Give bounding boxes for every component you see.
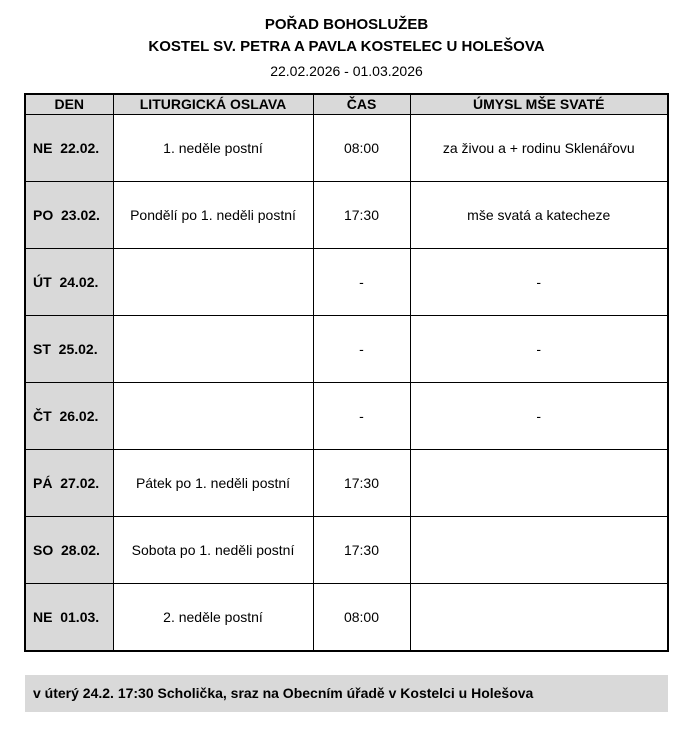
time-cell: 17:30	[313, 517, 410, 584]
intention-cell	[410, 584, 668, 651]
table-row	[25, 383, 668, 450]
intention-cell: -	[410, 316, 668, 383]
time-cell: 08:00	[313, 584, 410, 651]
liturgy-cell: Pondělí po 1. neděli postní	[113, 182, 313, 249]
day-cell: ČT 26.02.	[25, 383, 113, 450]
day-cell: PO 23.02.	[25, 182, 113, 249]
table-row	[25, 249, 668, 316]
schedule-table	[24, 93, 669, 652]
time-cell: -	[313, 316, 410, 383]
day-cell: SO 28.02.	[25, 517, 113, 584]
liturgy-cell: Sobota po 1. neděli postní	[113, 517, 313, 584]
liturgy-cell	[113, 383, 313, 450]
table-row	[25, 450, 668, 517]
date-range: 22.02.2026 - 01.03.2026	[270, 62, 423, 79]
intention-cell: mše svatá a katecheze	[410, 182, 668, 249]
table-row	[25, 182, 668, 249]
liturgy-cell: 2. neděle postní	[113, 584, 313, 651]
document-header	[0, 14, 693, 79]
column-header-den: DEN	[25, 94, 113, 115]
church-subtitle: KOSTEL SV. PETRA A PAVLA KOSTELEC U HOLEŠOVA	[148, 37, 545, 55]
time-cell: 17:30	[313, 450, 410, 517]
day-cell: PÁ 27.02.	[25, 450, 113, 517]
intention-cell: -	[410, 249, 668, 316]
liturgy-cell: Pátek po 1. neděli postní	[113, 450, 313, 517]
page-title: POŘAD BOHOSLUŽEB	[264, 16, 429, 33]
day-cell: ST 25.02.	[25, 316, 113, 383]
announcement-text: v úterý 24.2. 17:30 Scholička, sraz na Obecním úřadě v Kostelci u Holešova	[33, 685, 534, 701]
intention-cell: -	[410, 383, 668, 450]
time-cell: 08:00	[313, 115, 410, 182]
liturgy-cell	[113, 316, 313, 383]
liturgy-cell	[113, 249, 313, 316]
time-cell: -	[313, 383, 410, 450]
table-row	[25, 115, 668, 182]
day-cell: NE 22.02.	[25, 115, 113, 182]
column-header-oslava: LITURGICKÁ OSLAVA	[113, 94, 313, 115]
day-cell: ÚT 24.02.	[25, 249, 113, 316]
column-header-umysl: ÚMYSL MŠE SVATÉ	[410, 94, 668, 115]
column-header-cas: ČAS	[313, 94, 410, 115]
intention-cell	[410, 450, 668, 517]
intention-cell	[410, 517, 668, 584]
time-cell: 17:30	[313, 182, 410, 249]
intention-cell: za živou a + rodinu Sklenářovu	[410, 115, 668, 182]
table-header-row	[25, 94, 668, 115]
day-cell: NE 01.03.	[25, 584, 113, 651]
liturgy-cell: 1. neděle postní	[113, 115, 313, 182]
announcement-bar	[25, 675, 668, 712]
table-row	[25, 517, 668, 584]
time-cell: -	[313, 249, 410, 316]
table-row	[25, 316, 668, 383]
table-row	[25, 584, 668, 651]
